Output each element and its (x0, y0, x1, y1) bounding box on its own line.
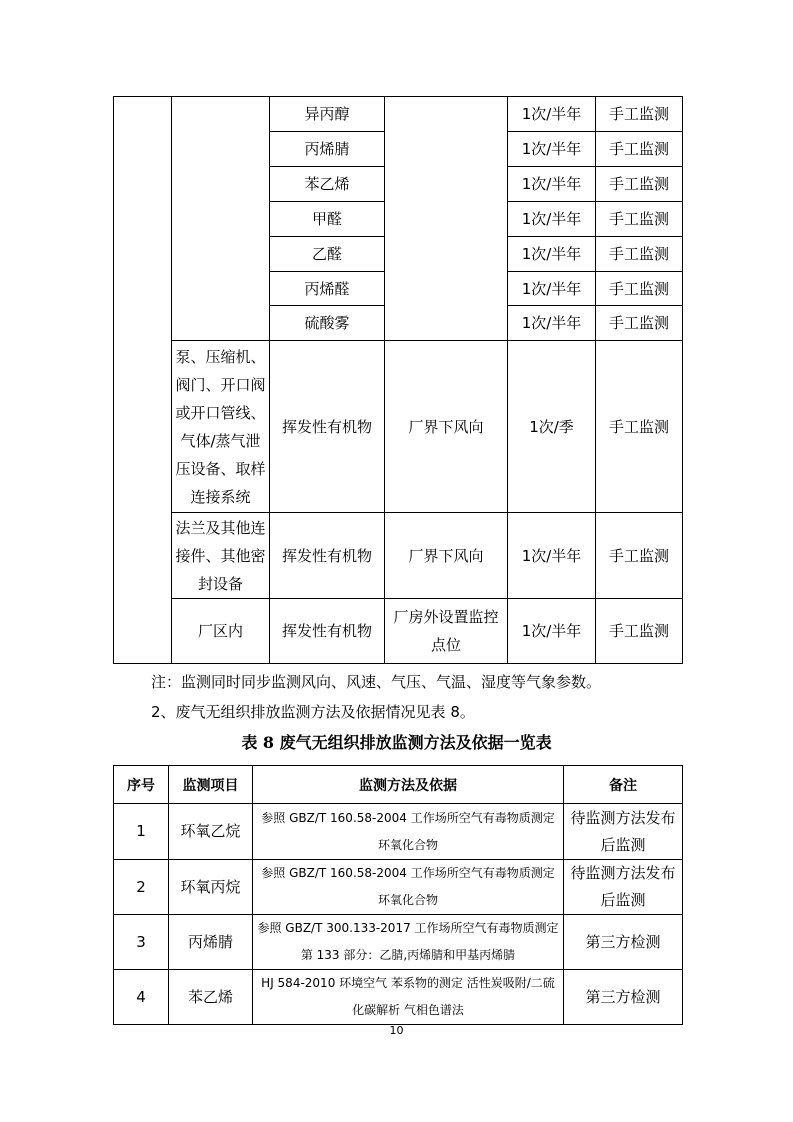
table-cell-source: 法兰及其他连接件、其他密封设备 (172, 513, 270, 599)
row-remark: 第三方检测 (564, 970, 683, 1025)
table-cell-item: 甲醛 (270, 202, 385, 237)
merged-source-cell (172, 97, 270, 341)
table-cell-point: 厂房外设置监控点位 (385, 599, 508, 664)
table-cell-method: 手工监测 (596, 97, 683, 132)
table-cell-method: 手工监测 (596, 513, 683, 599)
table-cell-freq: 1次/半年 (508, 599, 596, 664)
row-item: 苯乙烯 (169, 970, 253, 1025)
table-cell-method: 手工监测 (596, 202, 683, 237)
row-no: 1 (114, 804, 169, 860)
table-note: 注：监测同时同步监测风向、风速、气压、气温、湿度等气象参数。 (151, 673, 602, 691)
row-method: 参照 GBZ/T 160.58-2004 工作场所空气有毒物质测定 环氧化合物 (253, 804, 564, 860)
table-cell-item: 挥发性有机物 (270, 599, 385, 664)
header-method: 监测方法及依据 (253, 766, 564, 804)
header-item: 监测项目 (169, 766, 253, 804)
row-no: 3 (114, 915, 169, 970)
table-cell-freq: 1次/半年 (508, 132, 596, 167)
table-cell-freq: 1次/半年 (508, 97, 596, 132)
row-remark: 待监测方法发布后监测 (564, 860, 683, 915)
table-cell-freq: 1次/半年 (508, 306, 596, 341)
merged-category-cell (114, 97, 172, 664)
table-cell-item: 丙烯腈 (270, 132, 385, 167)
monitoring-table (113, 96, 683, 664)
table-cell-item: 乙醛 (270, 237, 385, 272)
row-remark: 第三方检测 (564, 915, 683, 970)
table-cell-item: 硫酸雾 (270, 306, 385, 341)
table-cell-item: 挥发性有机物 (270, 513, 385, 599)
row-item: 环氧乙烷 (169, 804, 253, 860)
table-cell-item: 丙烯醛 (270, 272, 385, 306)
table-cell-point: 厂界下风向 (385, 341, 508, 513)
table-cell-method: 手工监测 (596, 341, 683, 513)
page-number: 10 (389, 1024, 404, 1037)
table-cell-freq: 1次/半年 (508, 167, 596, 202)
header-remark: 备注 (564, 766, 683, 804)
table-cell-source: 泵、压缩机、阀门、开口阀或开口管线、气体/蒸气泄压设备、取样连接系统 (172, 341, 270, 513)
table-cell-freq: 1次/半年 (508, 513, 596, 599)
table-cell-freq: 1次/半年 (508, 202, 596, 237)
table-cell-freq: 1次/季 (508, 341, 596, 513)
table-cell-method: 手工监测 (596, 272, 683, 306)
table-cell-method: 手工监测 (596, 132, 683, 167)
table-cell-method: 手工监测 (596, 599, 683, 664)
row-method: HJ 584-2010 环境空气 苯系物的测定 活性炭吸附/二硫化碳解析 气相色谱法 (253, 970, 564, 1025)
merged-point-cell (385, 97, 508, 341)
table-caption: 表 8 废气无组织排放监测方法及依据一览表 (241, 733, 552, 752)
table-cell-method: 手工监测 (596, 306, 683, 341)
row-method: 参照 GBZ/T 300.133-2017 工作场所空气有毒物质测定 第 133 部分：乙腈,丙烯腈和甲基丙烯腈 (253, 915, 564, 970)
methods-table (113, 765, 683, 1025)
row-no: 2 (114, 860, 169, 915)
table-cell-source: 厂区内 (172, 599, 270, 664)
table-cell-item: 挥发性有机物 (270, 341, 385, 513)
table-cell-freq: 1次/半年 (508, 272, 596, 306)
row-remark: 待监测方法发布后监测 (564, 804, 683, 860)
row-no: 4 (114, 970, 169, 1025)
row-method: 参照 GBZ/T 160.58-2004 工作场所空气有毒物质测定 环氧化合物 (253, 860, 564, 915)
table-cell-method: 手工监测 (596, 167, 683, 202)
body-paragraph: 2、废气无组织排放监测方法及依据情况见表 8。 (151, 703, 475, 721)
table-cell-item: 苯乙烯 (270, 167, 385, 202)
table-cell-freq: 1次/半年 (508, 237, 596, 272)
table-cell-method: 手工监测 (596, 237, 683, 272)
table-cell-point: 厂界下风向 (385, 513, 508, 599)
table-cell-item: 异丙醇 (270, 97, 385, 132)
header-no: 序号 (114, 766, 169, 804)
row-item: 环氧丙烷 (169, 860, 253, 915)
row-item: 丙烯腈 (169, 915, 253, 970)
